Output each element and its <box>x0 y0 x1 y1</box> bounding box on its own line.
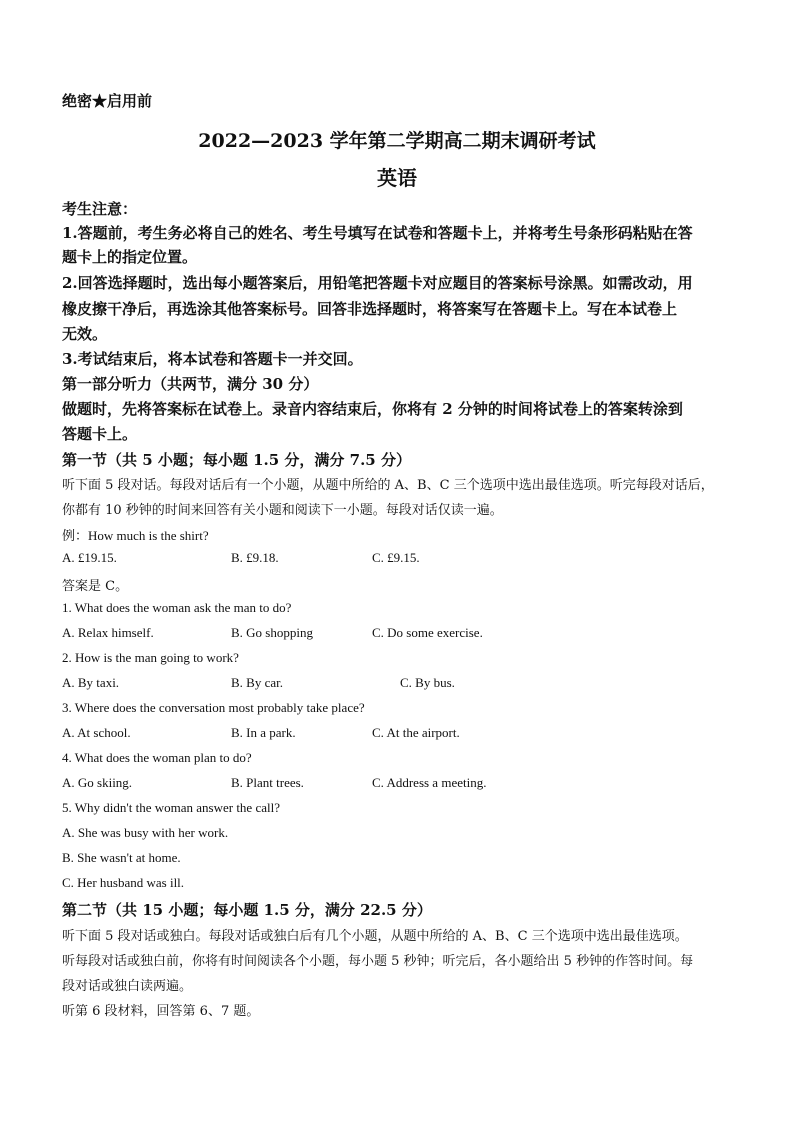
question-1-option-c: C. Do some exercise. <box>372 625 483 640</box>
question-4-option-b: B. Plant trees. <box>231 775 304 790</box>
example-answer: 答案是 C。 <box>62 579 129 594</box>
question-1-option-b: B. Go shopping <box>231 625 313 640</box>
question-3-option-a: A. At school. <box>62 725 131 740</box>
notice-item-1-line-1: 1.答题前，考生务必将自己的姓名、考生号填写在试卷和答题卡上，并将考生号条形码粘贴在答 <box>62 224 693 242</box>
question-2-option-a: A. By taxi. <box>62 675 120 690</box>
material-6-instruction: 听第 6 段材料，回答第 6、7 题。 <box>62 1004 260 1019</box>
notice-item-2-line-1: 2.回答选择题时，选出每小题答案后，用铅笔把答题卡对应题目的答案标号涂黑。如需改动，用 <box>62 274 693 292</box>
question-5-option-a: A. She was busy with her work. <box>62 825 229 840</box>
section2-instruction-line-2: 听每段对话或独白前，你将有时间阅读各个小题，每小题 5 秒钟；听完后，各小题给出 5 秒钟的作答时间。每 <box>62 954 694 969</box>
question-3: 3. Where does the conversation most probably take place? <box>62 700 365 715</box>
question-1-option-a: A. Relax himself. <box>62 625 154 640</box>
question-4-option-c: C. Address a meeting. <box>372 775 487 790</box>
subject-title: 英语 <box>377 166 417 190</box>
example-option-b: B. £9.18. <box>231 550 279 565</box>
section1-heading: 第一节（共 5 小题；每小题 1.5 分，满分 7.5 分） <box>62 451 411 469</box>
question-4: 4. What does the woman plan to do? <box>62 750 252 765</box>
part1-instruction-line-1: 做题时，先将答案标在试卷上。录音内容结束后，你将有 2 分钟的时间将试卷上的答案转涂到 <box>62 400 683 418</box>
section2-instruction-line-3: 段对话或独白读两遍。 <box>62 979 193 994</box>
example-question: 例：How much is the shirt? <box>62 528 209 543</box>
section2-heading: 第二节（共 15 小题；每小题 1.5 分，满分 22.5 分） <box>62 901 432 919</box>
notice-item-3: 3.考试结束后，将本试卷和答题卡一并交回。 <box>62 350 363 368</box>
question-5-option-b: B. She wasn't at home. <box>62 850 181 865</box>
question-2-option-c: C. By bus. <box>400 675 455 690</box>
notice-item-2-line-2: 橡皮擦干净后，再选涂其他答案标号。回答非选择题时，将答案写在答题卡上。写在本试卷上 <box>62 300 678 318</box>
example-option-c: C. £9.15. <box>372 550 420 565</box>
example-option-a: A. £19.15. <box>62 550 117 565</box>
notice-item-1-line-2: 题卡上的指定位置。 <box>62 248 198 266</box>
section1-instruction-line-1: 听下面 5 段对话。每段对话后有一个小题，从题中所给的 A、B、C 三个选项中选出最佳选项。听完每段对话后， <box>62 478 714 493</box>
question-5: 5. Why didn't the woman answer the call? <box>62 800 280 815</box>
part1-heading: 第一部分听力（共两节，满分 30 分） <box>62 375 319 393</box>
notice-heading: 考生注意： <box>62 200 138 218</box>
part1-instruction-line-2: 答题卡上。 <box>62 425 138 443</box>
question-2: 2. How is the man going to work? <box>62 650 239 665</box>
exam-title: 2022—2023 学年第二学期高二期末调研考试 <box>198 130 596 152</box>
confidential-mark: 绝密★启用前 <box>62 92 153 110</box>
question-2-option-b: B. By car. <box>231 675 283 690</box>
question-3-option-c: C. At the airport. <box>372 725 460 740</box>
question-3-option-b: B. In a park. <box>231 725 296 740</box>
question-5-option-c: C. Her husband was ill. <box>62 875 185 890</box>
question-4-option-a: A. Go skiing. <box>62 775 133 790</box>
question-1: 1. What does the woman ask the man to do? <box>62 600 292 615</box>
notice-item-2-line-3: 无效。 <box>62 325 108 343</box>
section2-instruction-line-1: 听下面 5 段对话或独白。每段对话或独白后有几个小题，从题中所给的 A、B、C 三个选项中选出最佳选项。 <box>62 929 688 944</box>
section1-instruction-line-2: 你都有 10 秒钟的时间来回答有关小题和阅读下一小题。每段对话仅读一遍。 <box>62 503 503 518</box>
